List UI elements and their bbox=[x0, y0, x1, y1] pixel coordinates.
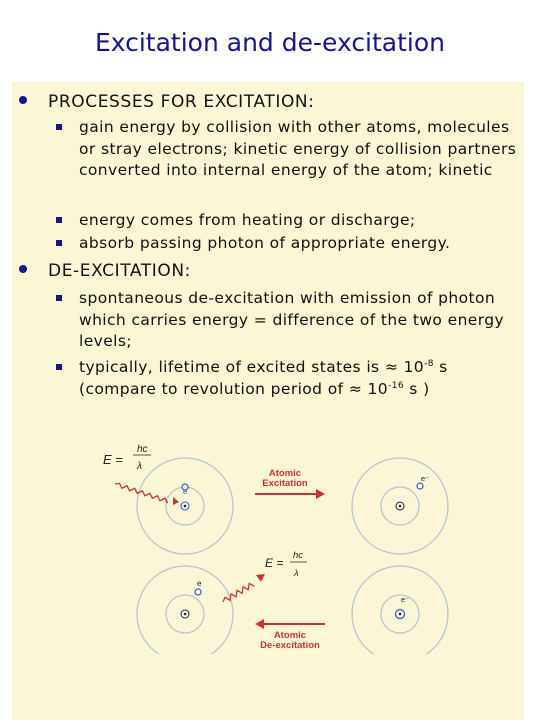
list-item bbox=[79, 357, 519, 400]
svg-text:E =: E = bbox=[265, 556, 284, 570]
formula-top bbox=[103, 444, 151, 472]
atom-excited-bottom bbox=[352, 566, 448, 654]
page-title: Excitation and de-excitation bbox=[94, 28, 446, 57]
photon-wave-icon bbox=[222, 582, 255, 604]
svg-text:E =: E = bbox=[103, 452, 123, 467]
arrow-icon bbox=[173, 497, 179, 505]
list-item bbox=[79, 117, 519, 182]
excitation-diagram bbox=[95, 434, 475, 654]
list-item bbox=[79, 210, 519, 232]
item-text: typically, lifetime of excited states is ≈ 10 bbox=[79, 358, 425, 376]
item-text: spontaneous de-excitation with emission of photon which carries energy = difference of the two energy levels; bbox=[79, 289, 505, 350]
list-item bbox=[79, 288, 519, 353]
bullet-square-icon bbox=[56, 364, 62, 370]
svg-text:Excitation: Excitation bbox=[262, 478, 308, 489]
bullet-deexcitation-heading bbox=[48, 261, 191, 281]
svg-text:λ: λ bbox=[137, 461, 142, 472]
item-text: s ) bbox=[403, 379, 430, 398]
svg-text:e: e bbox=[197, 579, 202, 588]
atom-excited-top bbox=[352, 458, 448, 554]
list-item bbox=[79, 233, 519, 255]
svg-text:e: e bbox=[183, 487, 188, 496]
item-text: gain energy by collision with other atoms, molecules or stray electrons; kinetic energy of collision partners converted into internal energy of the atom; kinetic bbox=[79, 118, 517, 179]
exponent: -16 bbox=[388, 380, 404, 391]
formula-mid bbox=[265, 550, 307, 579]
bullet-dot-icon bbox=[19, 265, 27, 273]
svg-text:hc: hc bbox=[293, 550, 304, 561]
svg-text:hc: hc bbox=[137, 444, 148, 455]
svg-text:λ: λ bbox=[294, 568, 299, 579]
svg-text:De-excitation: De-excitation bbox=[260, 640, 320, 651]
atom-ground-bottom bbox=[137, 566, 233, 654]
bullet-dot-icon bbox=[19, 96, 27, 104]
heading-text: DE-EXCITATION: bbox=[48, 261, 191, 281]
heading-text: PROCESSES FOR EXCITATION: bbox=[48, 92, 315, 112]
bullet-square-icon bbox=[56, 295, 62, 301]
item-text: s (compare to revolution period of ≈ 10 bbox=[79, 358, 448, 398]
arrow-right-icon bbox=[316, 489, 325, 499]
bullet-excitation-heading bbox=[48, 92, 315, 112]
bullet-square-icon bbox=[56, 217, 62, 223]
svg-text:Atomic: Atomic bbox=[273, 630, 307, 641]
exponent: -8 bbox=[424, 359, 434, 369]
item-text: energy comes from heating or discharge; bbox=[79, 211, 416, 229]
atom-ground-top bbox=[137, 458, 233, 554]
bullet-square-icon bbox=[56, 240, 62, 246]
arrow-left-icon bbox=[255, 619, 264, 629]
svg-text:Atomic: Atomic bbox=[268, 468, 302, 479]
bullet-square-icon bbox=[56, 124, 62, 130]
arrow-icon bbox=[256, 574, 265, 582]
svg-text:e⁻: e⁻ bbox=[421, 474, 430, 483]
item-text: absorb passing photon of appropriate energy. bbox=[79, 234, 451, 252]
svg-text:e⁻: e⁻ bbox=[401, 595, 410, 604]
